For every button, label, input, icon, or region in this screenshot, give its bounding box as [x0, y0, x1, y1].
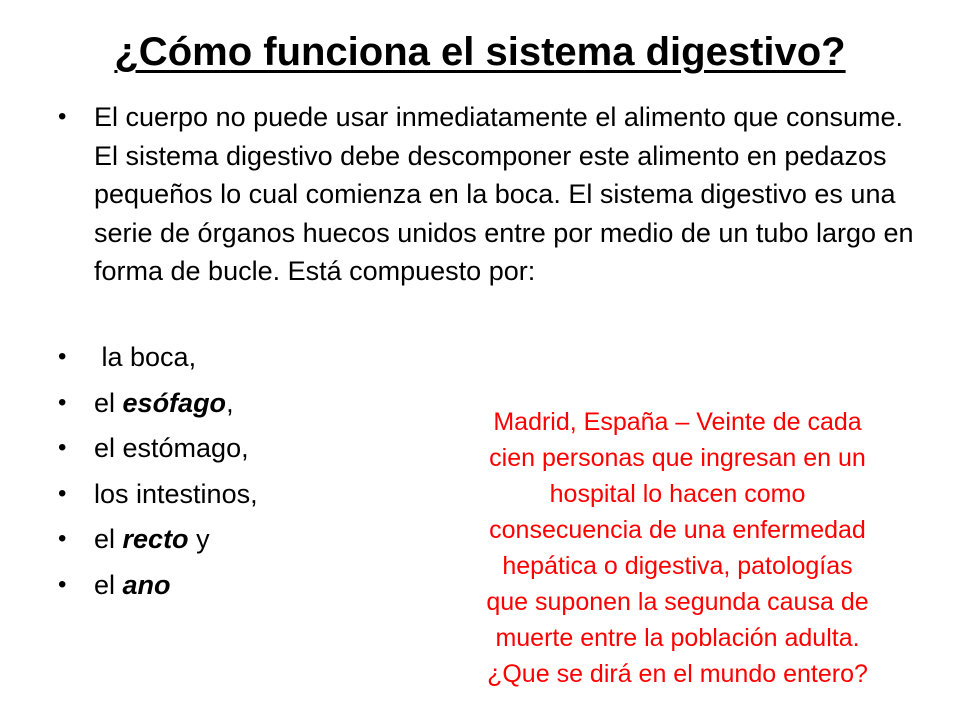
bullet-marker: • — [58, 434, 67, 462]
list-item-tail: y — [188, 524, 210, 555]
list-item-recto — [58, 520, 458, 566]
list-item-text — [94, 475, 258, 513]
list-item-intestinos — [58, 475, 458, 521]
list-item-lead: el — [94, 524, 123, 555]
list-item-lead: el — [94, 387, 123, 418]
list-item-text — [94, 520, 210, 558]
callout-line: ¿Que se dirá en el mundo entero? — [487, 660, 868, 688]
organ-list — [58, 338, 458, 612]
list-item-ano — [58, 566, 458, 612]
list-item-lead: el estómago, — [94, 433, 249, 464]
news-callout — [440, 404, 915, 692]
list-item-estomago — [58, 429, 458, 475]
list-item-lead: los intestinos, — [94, 478, 258, 509]
list-item-text — [94, 384, 234, 422]
list-item-emphasis: ano — [122, 569, 171, 600]
list-item-lead: la boca, — [94, 342, 197, 372]
intro-text: El cuerpo no puede usar inmediatamente el alimento que consume. El sistema digestivo debe descomponer este alimento en pedazos pequeños lo cual comienza en la boca. El sistema digestivo es una serie de órganos huecos unidos entre por medio de un tubo largo en forma de bucle. Está compuesto por: — [94, 102, 914, 286]
intro-paragraph — [58, 98, 918, 291]
list-item-text — [94, 338, 196, 376]
bullet-marker: • — [58, 525, 67, 553]
callout-line: hepática o digestiva, patologías — [502, 552, 853, 580]
callout-line: hospital lo hacen como — [549, 480, 806, 508]
list-item-lead: el — [94, 569, 123, 600]
list-item-boca — [58, 338, 458, 384]
bullet-marker: • — [58, 343, 67, 370]
callout-line: que suponen la segunda causa de — [486, 588, 869, 616]
list-item-text — [94, 429, 249, 467]
callout-line: cien personas que ingresan en un — [489, 444, 866, 472]
callout-line: consecuencia de una enfermedad — [489, 516, 866, 544]
bullet-marker: • — [58, 388, 67, 416]
callout-line: Madrid, España – Veinte de cada — [493, 408, 862, 436]
bullet-marker: • — [58, 479, 67, 507]
bullet-marker: • — [58, 103, 67, 130]
callout-line: muerte entre la población adulta. — [495, 624, 860, 652]
list-item-emphasis: recto — [122, 524, 189, 555]
list-item-esofago — [58, 384, 458, 430]
bullet-marker: • — [58, 570, 67, 598]
list-item-tail: , — [226, 387, 234, 418]
list-item-emphasis: esófago — [122, 387, 227, 418]
slide-title: ¿Cómo funciona el sistema digestivo? — [114, 30, 846, 74]
list-item-text — [94, 566, 171, 604]
